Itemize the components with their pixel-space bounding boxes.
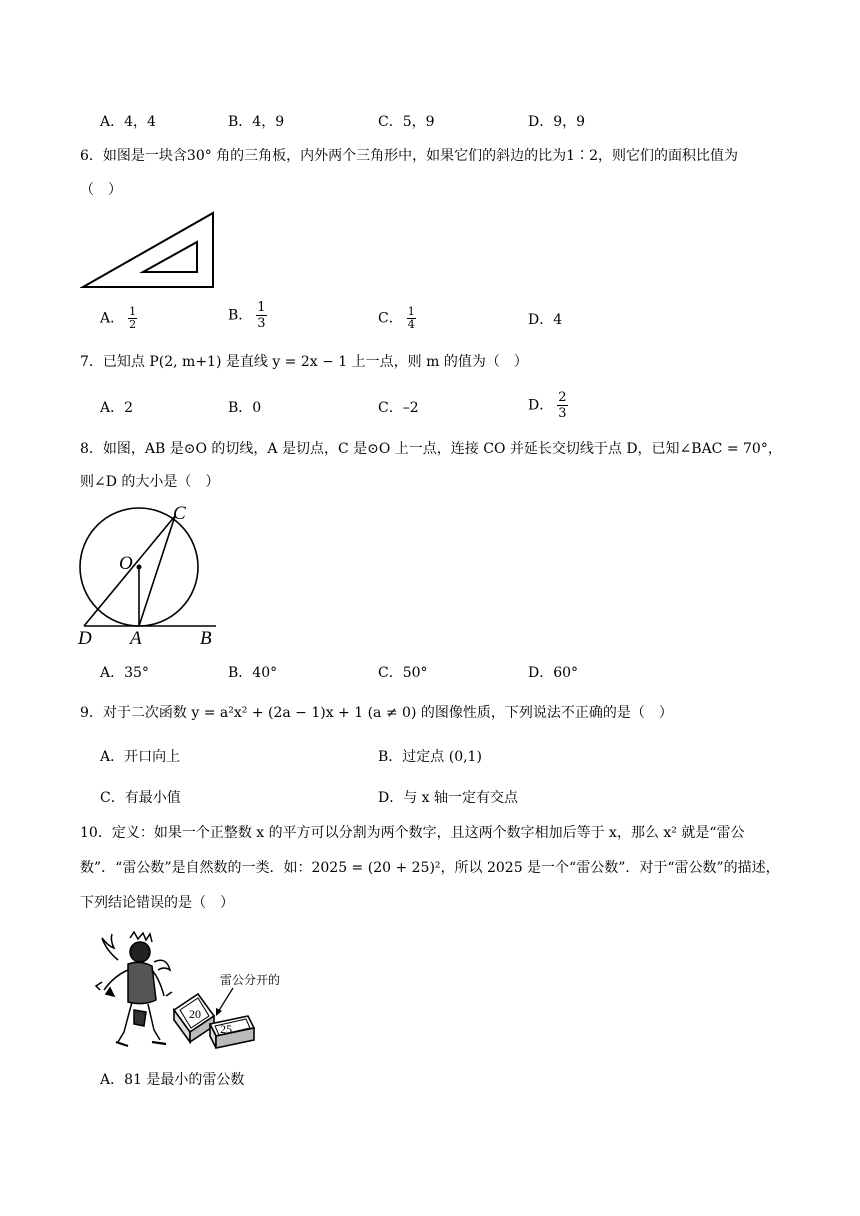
q5-option-a: A．4，4 (100, 114, 156, 130)
q6-option-a: A． $\frac{1}{2}$ (100, 305, 137, 331)
figure-caption: 雷公分开的 (220, 973, 281, 987)
label-b: B (200, 628, 212, 649)
q7-stem: 7．已知点 P(2, m+1) 是直线 y = 2x − 1 上一点，则 m 的值为（ ） (80, 354, 528, 370)
q7-option-d: D． $\frac{2}{3}$ (528, 390, 567, 421)
q6-option-d: D．4 (528, 312, 563, 328)
thunder-god-figure (96, 932, 172, 1046)
q6-stem-line1: 6．如图是一块含30° 角的三角板，内外两个三角形中，如果它们的斜边的比为1∶2，则它们的面积比值为 (80, 148, 738, 164)
q6-stem-line2: （ ） (80, 182, 122, 198)
q9-option-b: B．过定点 (0,1) (378, 749, 482, 765)
inner-triangle (143, 242, 197, 272)
q7-option-b: B．0 (228, 400, 262, 416)
label-o: O (119, 553, 133, 574)
q6-option-c: C． $\frac{1}{4}$ (378, 305, 415, 331)
q9-option-a: A．开口向上 (100, 749, 181, 765)
q6-option-b: B． $\frac{1}{3}$ (228, 300, 266, 331)
chord-ac (139, 516, 175, 626)
split-boxes (174, 994, 254, 1048)
q8-option-b: B．40° (228, 665, 278, 681)
q7-option-a: A．2 (100, 400, 134, 416)
q8-stem-line2: 则∠D 的大小是（ ） (80, 474, 220, 490)
q5-option-c: C．5，9 (378, 114, 435, 130)
q8-stem-line1: 8．如图，AB 是⊙O 的切线，A 是切点，C 是⊙O 上一点，连接 CO 并延长交切线于点 D，已知∠BAC = 70°， (80, 441, 782, 457)
q8-option-a: A．35° (100, 665, 149, 681)
thunder-god-illustration (88, 930, 288, 1060)
center-point-o (137, 565, 142, 570)
q5-option-d: D．9，9 (528, 114, 586, 130)
label-d: D (78, 628, 92, 649)
outer-triangle (83, 213, 213, 287)
q7-option-c: C．–2 (378, 400, 419, 416)
q10-stem-line1: 10．定义：如果一个正整数 x 的平方可以分割为两个数字，且这两个数字相加后等于 x，那么 x² 就是“雷公 (80, 825, 745, 841)
label-a: A (130, 628, 142, 649)
box-1-number: 20 (189, 1007, 201, 1021)
q9-stem: 9．对于二次函数 y = a²x² + (2a − 1)x + 1 (a ≠ 0) 的图像性质，下列说法不正确的是（ ） (80, 705, 673, 721)
q9-option-d: D．与 x 轴一定有交点 (378, 790, 519, 806)
q10-stem-line2: 数”．“雷公数”是自然数的一类．如：2025 = (20 + 25)²，所以 2025 是一个“雷公数”．对于“雷公数”的描述， (80, 860, 780, 876)
label-c: C (173, 503, 186, 524)
q10-stem-line3: 下列结论错误的是（ ） (80, 895, 234, 911)
q5-option-b: B．4，9 (228, 114, 285, 130)
caption-arrow-line (218, 988, 233, 1012)
triangle-ruler-figure (80, 208, 220, 292)
q8-option-c: C．50° (378, 665, 428, 681)
q10-option-a: A．81 是最小的雷公数 (100, 1072, 245, 1088)
caption-arrow-head (216, 1008, 222, 1016)
box-2-number: 25 (220, 1022, 232, 1036)
circle-tangent-figure (70, 500, 230, 652)
q8-option-d: D．60° (528, 665, 579, 681)
q9-option-c: C．有最小值 (100, 790, 181, 806)
